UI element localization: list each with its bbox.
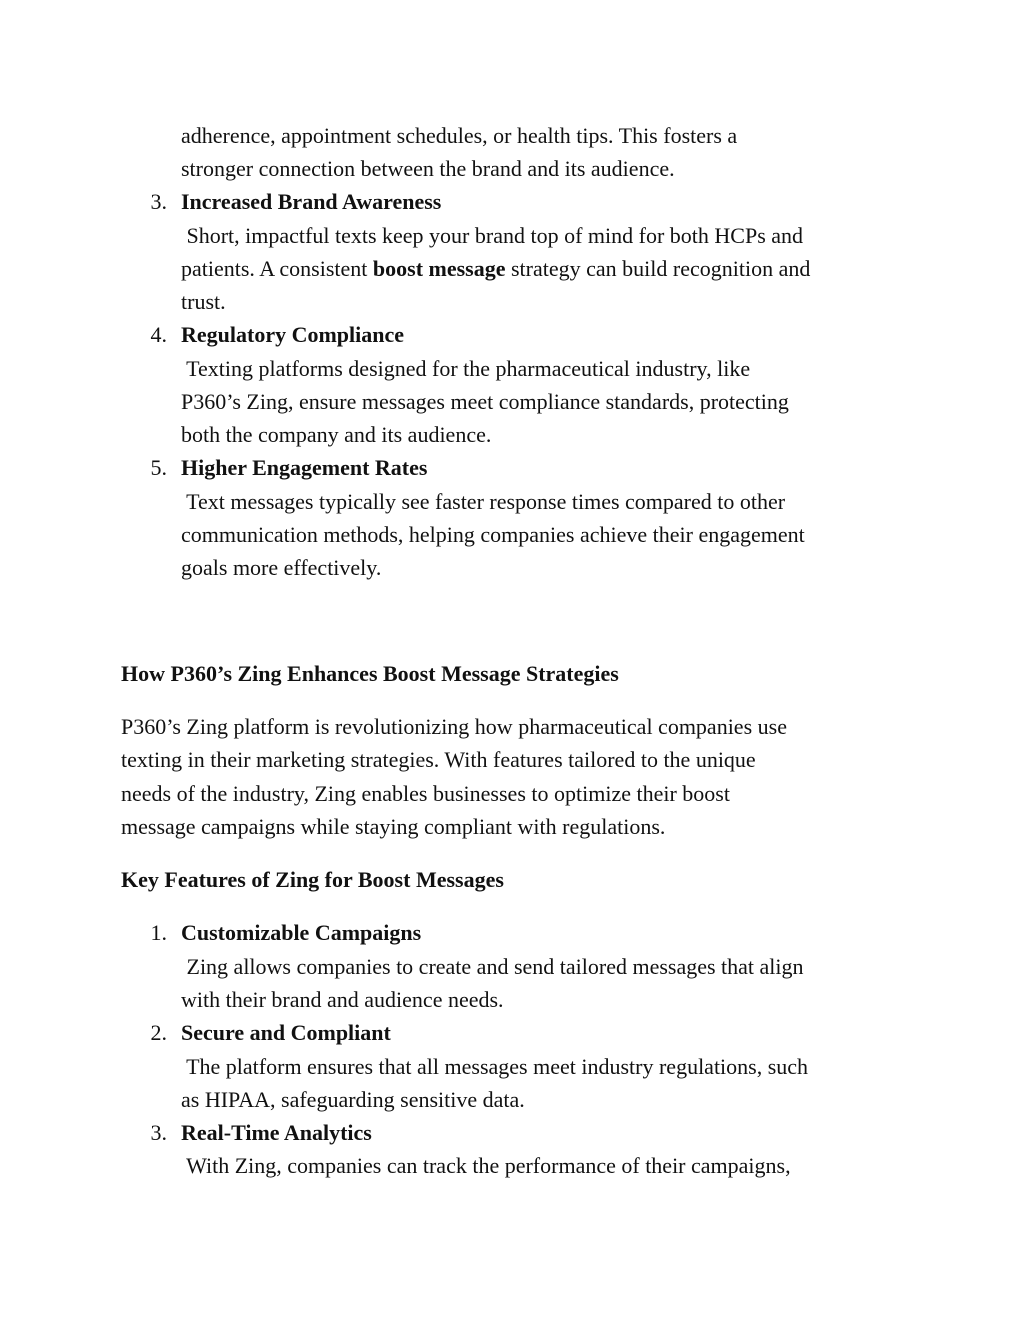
feature-text: With Zing, companies can track the performance of their campaigns, (181, 1153, 791, 1178)
list-continuation-line: adherence, appointment schedules, or health tips. This fosters a (181, 123, 738, 148)
feature-text: as HIPAA, safeguarding sensitive data. (181, 1087, 525, 1112)
section-heading: How P360’s Zing Enhances Boost Message Strategies (121, 661, 619, 686)
list-item-text: Texting platforms designed for the pharmaceutical industry, like (181, 356, 751, 381)
feature-title: Secure and Compliant (181, 1020, 391, 1045)
list-item-title: Increased Brand Awareness (181, 189, 442, 214)
feature-number: 2. (150, 1020, 167, 1045)
list-item-number: 5. (150, 455, 167, 480)
list-item-text: goals more effectively. (181, 555, 382, 580)
paragraph-line: P360’s Zing platform is revolutionizing how pharmaceutical companies use (121, 714, 787, 739)
list-item-title: Regulatory Compliance (181, 322, 405, 347)
list-item-text: communication methods, helping companies achieve their engagement (181, 522, 805, 547)
feature-title: Real-Time Analytics (181, 1120, 372, 1145)
feature-text: The platform ensures that all messages meet industry regulations, such (181, 1054, 809, 1079)
list-continuation-line: stronger connection between the brand and its audience. (181, 156, 675, 181)
feature-number: 3. (150, 1120, 167, 1145)
list-item-number: 4. (150, 322, 167, 347)
list-item-text: Text messages typically see faster response times compared to other (181, 489, 786, 514)
paragraph-line: message campaigns while staying compliant with regulations. (121, 814, 666, 839)
subsection-heading: Key Features of Zing for Boost Messages (121, 867, 504, 892)
list-item-text: Short, impactful texts keep your brand top of mind for both HCPs and (181, 223, 804, 248)
list-item-text: P360’s Zing, ensure messages meet compliance standards, protecting (181, 389, 789, 414)
feature-title: Customizable Campaigns (181, 920, 422, 945)
list-item-text (181, 256, 810, 282)
feature-text: with their brand and audience needs. (181, 987, 504, 1012)
list-item-number: 3. (150, 189, 167, 214)
feature-text: Zing allows companies to create and send tailored messages that align (181, 954, 804, 979)
feature-number: 1. (150, 920, 167, 945)
paragraph-line: needs of the industry, Zing enables businesses to optimize their boost (121, 781, 730, 806)
list-item-text: trust. (181, 289, 226, 314)
list-item-text-segment: patients. A consistent (181, 256, 373, 281)
list-item-title: Higher Engagement Rates (181, 455, 428, 480)
list-item-text-segment: strategy can build recognition and (505, 256, 811, 281)
list-item-text: both the company and its audience. (181, 422, 492, 447)
paragraph-line: texting in their marketing strategies. With features tailored to the unique (121, 747, 756, 772)
emphasis-text: boost message (372, 256, 506, 281)
